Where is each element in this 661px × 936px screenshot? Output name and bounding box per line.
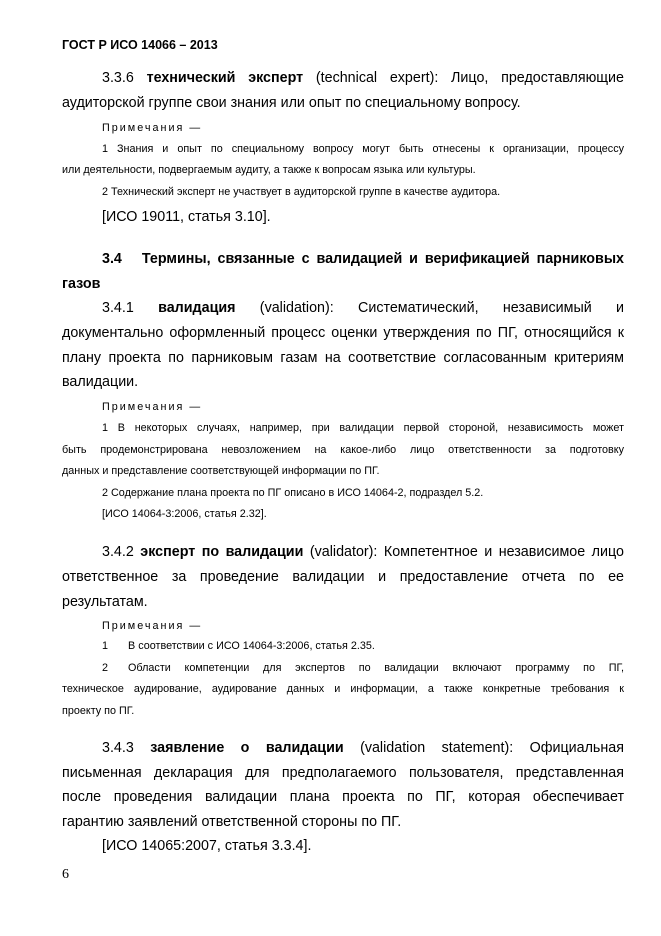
section-number: 3.4 xyxy=(102,251,122,267)
term-3-4-3-line4: гарантию заявлений ответственной стороны по ПГ. xyxy=(62,814,402,830)
term-number: 3.4.3 xyxy=(102,740,134,756)
note-number: 2 xyxy=(102,662,109,674)
term-3-4-3-line3: после проведения валидации плана проекта по ПГ, которая обеспечивает xyxy=(62,789,624,805)
page-number: 6 xyxy=(62,867,69,882)
note-number: 1 xyxy=(102,640,109,652)
notes-label: Примечания — xyxy=(102,620,203,632)
reference: [ИСО 14065:2007, статья 3.3.4]. xyxy=(102,838,312,854)
section-heading-line2: газов xyxy=(62,276,101,292)
term-3-4-1-line1 xyxy=(62,296,624,321)
page-header: ГОСТ Р ИСО 14066 – 2013 xyxy=(62,38,218,52)
section-heading-line1 xyxy=(62,247,624,272)
term-3-4-1-line4: валидации. xyxy=(62,374,139,390)
note-2: 2 Технический эксперт не участвует в аудиторской группе в качестве аудитора. xyxy=(102,186,501,198)
term-3-4-3-line1 xyxy=(62,736,624,761)
notes-label: Примечания — xyxy=(102,401,203,413)
term-name: эксперт по валидации xyxy=(140,544,304,560)
term-name: заявление о валидации xyxy=(150,740,344,756)
term-name: технический эксперт xyxy=(146,70,304,86)
term-3-4-1-line2: документально оформленный процесс оценки утверждения по ПГ, относящийся к xyxy=(62,325,624,341)
note-1-line2: или деятельности, подвергаемым аудиту, а также к вопросам языка или культуры. xyxy=(62,164,476,176)
term-number: 3.3.6 xyxy=(102,70,134,86)
term-number: 3.4.1 xyxy=(102,300,134,316)
term-3-4-2-line1 xyxy=(62,540,624,565)
reference: [ИСО 14064-3:2006, статья 2.32]. xyxy=(102,508,267,520)
term-definition: (validator): Компетентное и независимое лицо xyxy=(303,544,624,560)
term-definition: (validation): Систематический, независимый и xyxy=(235,300,624,316)
term-3-4-2-line2: ответственное за проведение валидации и предоставление отчета по ее xyxy=(62,569,624,585)
term-3-3-6-line2: аудиторской группе свои знания или опыт по специальному вопросу. xyxy=(62,95,521,111)
note-2-line3: проекту по ПГ. xyxy=(62,705,135,717)
note-1-line1: 1 В некоторых случаях, например, при валидации первой стороной, независимость может xyxy=(102,422,624,434)
note-text: В соответствии с ИСО 14064-3:2006, статья 2.35. xyxy=(128,640,375,652)
term-definition: (technical expert): Лицо, предоставляющие xyxy=(303,70,624,86)
term-3-4-3-line2: письменная декларация для предполагаемого пользователя, представленная xyxy=(62,765,624,781)
term-3-3-6-line1 xyxy=(62,66,624,91)
term-3-4-1-line3: плану проекта по парниковым газам на соответствие согласованным критериям xyxy=(62,350,624,366)
note-2: 2 Содержание плана проекта по ПГ описано в ИСО 14064-2, подраздел 5.2. xyxy=(102,487,484,499)
note-1 xyxy=(62,635,624,658)
notes-label: Примечания — xyxy=(102,122,203,134)
note-1-line2: быть продемонстрирована невозложением на какое-либо лицо ответственности за подготовку xyxy=(62,444,624,456)
reference: [ИСО 19011, статья 3.10]. xyxy=(102,209,271,225)
term-3-4-2-line3: результатам. xyxy=(62,594,148,610)
term-definition: (validation statement): Официальная xyxy=(343,740,624,756)
note-1-line3: данных и представление соответствующей информации по ПГ. xyxy=(62,465,380,477)
note-text: Области компетенции для экспертов по валидации включают программу по ПГ, xyxy=(128,662,624,674)
term-name: валидация xyxy=(158,300,236,316)
note-2-line2: техническое аудирование, аудирование данных и информации, а также конкретные требования к xyxy=(62,683,624,695)
term-number: 3.4.2 xyxy=(102,544,134,560)
note-2-line1 xyxy=(62,657,624,680)
section-title: Термины, связанные с валидацией и верификацией парниковых xyxy=(141,251,624,267)
note-1-line1: 1 Знания и опыт по специальному вопросу могут быть отнесены к организации, процессу xyxy=(102,143,624,155)
